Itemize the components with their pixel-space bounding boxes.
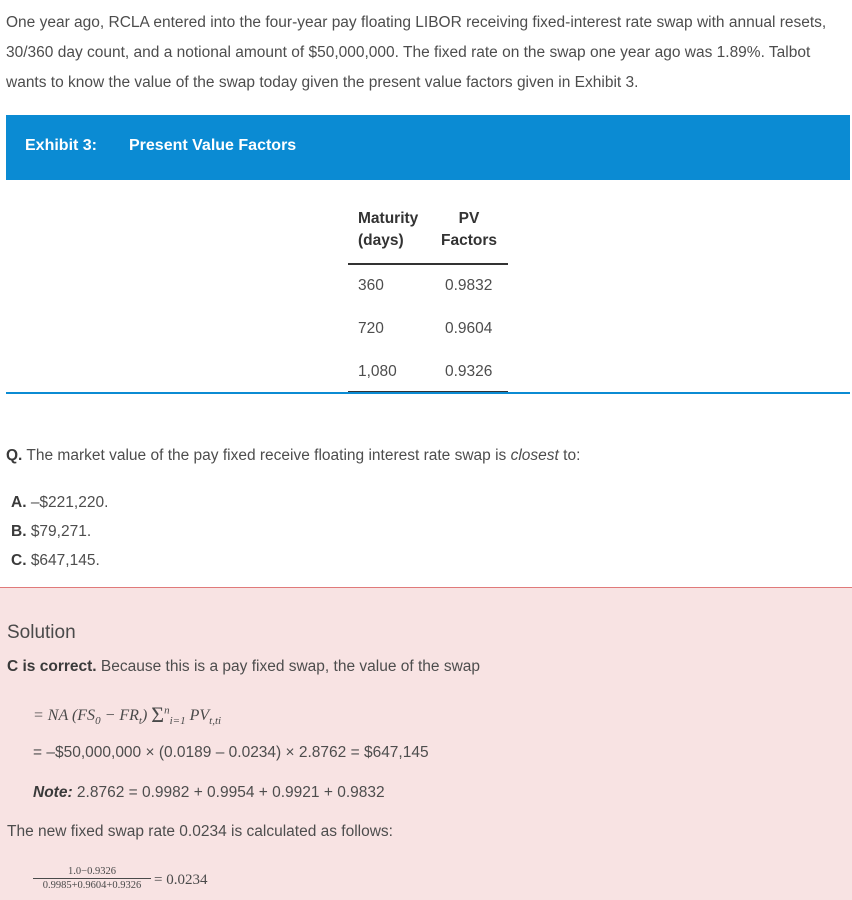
table-row — [348, 308, 508, 351]
new-rate-text: The new fixed swap rate 0.0234 is calculated as follows: — [7, 823, 393, 840]
exhibit-title: Present Value Factors — [129, 137, 297, 154]
answer-option-c[interactable] — [11, 552, 100, 570]
maturity-cell: 1,080 — [358, 363, 397, 380]
answer-option-b[interactable] — [11, 523, 91, 541]
table-row — [348, 265, 508, 308]
note-line: Note: 2.8762 = 0.9982 + 0.9954 + 0.9921 + 0.9832 — [33, 784, 385, 801]
table-row — [348, 351, 508, 394]
question-label: Q. — [6, 447, 23, 464]
answer-option-a[interactable] — [11, 494, 108, 512]
option-label: C. — [11, 552, 27, 569]
option-text: $647,145. — [30, 552, 100, 569]
maturity-cell: 720 — [358, 320, 384, 337]
calculation-line: = –$50,000,000 × (0.0189 – 0.0234) × 2.8762 = $647,145 — [33, 744, 429, 761]
exhibit-bottom-rule — [6, 392, 850, 394]
exhibit-header — [6, 115, 850, 180]
fraction-denominator: 0.9985+0.9604+0.9326 — [42, 880, 142, 891]
swap-value-formula: = NA $(FS_0 - FR_t)$ $\Sigma^n_{i=1}$ $PV_{t,ti}$ — [33, 702, 222, 728]
header-maturity: Maturity (days) — [358, 210, 419, 249]
summation-symbol: Σ — [151, 702, 165, 727]
pv-factors-table — [348, 205, 508, 394]
header-pv-factors: PV Factors — [441, 210, 497, 249]
solution-panel — [0, 587, 852, 900]
pv-cell: 0.9832 — [445, 277, 493, 294]
question-text: Q. The market value of the pay fixed receive floating interest rate swap is closest to: — [6, 447, 581, 464]
pv-cell: 0.9604 — [445, 320, 493, 337]
option-label: B. — [11, 523, 27, 540]
solution-title: Solution — [7, 622, 76, 643]
new-rate-fraction — [33, 866, 208, 891]
table-header — [348, 205, 508, 265]
maturity-cell: 360 — [358, 277, 384, 294]
exhibit-number: Exhibit 3: — [25, 137, 98, 154]
note-label: Note: — [33, 784, 73, 801]
solution-lead: C is correct. Because this is a pay fixed swap, the value of the swap — [7, 658, 481, 675]
pv-cell: 0.9326 — [445, 363, 493, 380]
option-text: $79,271. — [30, 523, 92, 540]
option-text: –$221,220. — [30, 494, 109, 511]
option-label: A. — [11, 494, 27, 511]
correct-answer-label: C is correct. — [7, 658, 97, 675]
fraction-numerator: 1.0−0.9326 — [33, 866, 151, 879]
fraction-result: = 0.0234 — [154, 872, 208, 888]
intro-paragraph: One year ago, RCLA entered into the four-year pay floating LIBOR receiving fixed-interest rate swap with annual resets, 30/360 day count, and a notional amount of $50,000,000. The fixed rate on the swap one year ago was 1.89%. Talbot wants to know the value of the swap today given the present value factors given in Exhibit 3. — [6, 14, 827, 91]
